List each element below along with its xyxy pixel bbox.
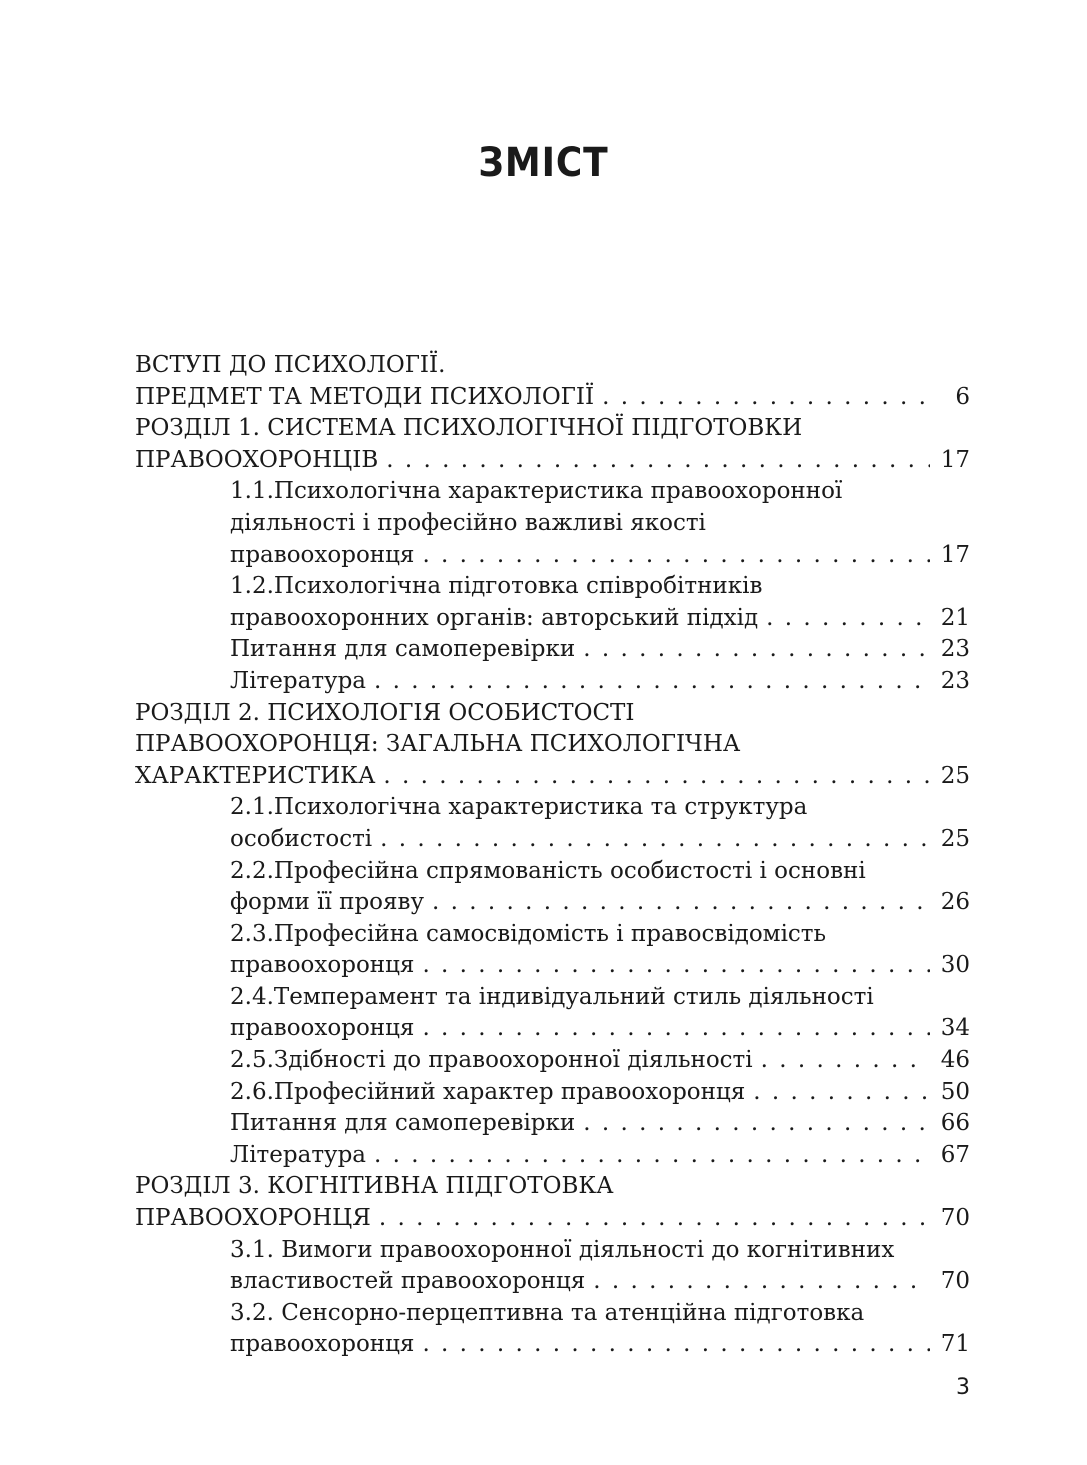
toc-entry-text: особистості [230, 825, 373, 852]
toc-entry-line [230, 887, 970, 919]
toc-page-number: 21 [940, 604, 970, 631]
toc-entry-text: РОЗДІЛ 3. КОГНІТИВНА ПІДГОТОВКА [135, 1173, 614, 1200]
toc-entry-line [135, 413, 970, 445]
toc-entry-line [230, 571, 970, 603]
toc-entry-line [230, 603, 970, 635]
page-title: ЗМІСТ [478, 140, 609, 186]
toc-entry-line [230, 1013, 970, 1045]
toc-entry-text: Література [230, 1141, 367, 1168]
toc-page-number: 67 [940, 1141, 970, 1168]
toc-entry-text: 2.4.Темперамент та індивідуальний стиль діяльності [230, 983, 874, 1010]
toc-entry-line [230, 476, 970, 508]
toc-entry-line [230, 666, 970, 698]
toc-entry-text: правоохоронця [230, 1015, 415, 1042]
toc-entry-text: правоохоронця [230, 541, 415, 568]
toc-entry [135, 476, 970, 571]
toc-page-number: 26 [940, 889, 970, 916]
dot-leader [761, 1045, 930, 1077]
toc-entry-line [230, 1298, 970, 1330]
toc-entry-text: 3.2. Сенсорно-перцептивна та атенційна підготовка [230, 1299, 865, 1326]
toc-entry [135, 792, 970, 855]
toc-entry-line [230, 856, 970, 888]
toc-page-number: 50 [940, 1078, 970, 1105]
dot-leader [583, 634, 930, 666]
toc-entry-text: 2.5.Здібності до правоохоронної діяльності [230, 1047, 753, 1074]
dot-leader [380, 824, 930, 856]
toc-page-number: 70 [940, 1268, 970, 1295]
toc-entry-text: діяльності і професійно важливі якості [230, 509, 706, 536]
dot-leader [379, 1203, 930, 1235]
dot-leader [766, 603, 930, 635]
toc-page-number: 17 [940, 541, 970, 568]
toc-entry-line [230, 1140, 970, 1172]
toc-entry-line [230, 1108, 970, 1140]
toc-entry-line [230, 1077, 970, 1109]
dot-leader [593, 1266, 930, 1298]
toc-entry-text: 3.1. Вимоги правоохоронної діяльності до когнітивних [230, 1236, 895, 1263]
toc-entry [135, 1045, 970, 1077]
dot-leader [422, 950, 930, 982]
toc-entry-text: Питання для самоперевірки [230, 636, 576, 663]
toc-entry-line [135, 1203, 970, 1235]
toc-entry-text: 2.3.Професійна самосвідомість і правосвідомість [230, 920, 827, 947]
toc-entry [135, 698, 970, 793]
toc-entry-line [230, 1329, 970, 1361]
dot-leader [374, 666, 930, 698]
toc-entry-line [135, 698, 970, 730]
toc-page-number: 23 [940, 636, 970, 663]
toc-entry-text: ПРАВООХОРОНЦЯ [135, 1205, 371, 1232]
toc-entry [135, 856, 970, 919]
toc-entry-line [230, 508, 970, 540]
toc-entry [135, 666, 970, 698]
toc-entry [135, 1108, 970, 1140]
toc-entry-line [135, 382, 970, 414]
toc-entry-line [230, 634, 970, 666]
toc-page-number: 46 [940, 1047, 970, 1074]
toc-entry-line [230, 540, 970, 572]
dot-leader [432, 887, 930, 919]
toc-entry-line [230, 792, 970, 824]
toc-entry-text: 1.1.Психологічна характеристика правоохоронної [230, 478, 843, 505]
toc-entry-line [230, 950, 970, 982]
toc-entry-text: 2.6.Професійний характер правоохоронця [230, 1078, 746, 1105]
dot-leader [383, 761, 930, 793]
table-of-contents [135, 350, 970, 1361]
toc-entry [135, 1171, 970, 1234]
toc-entry-line [135, 1171, 970, 1203]
toc-entry [135, 1298, 970, 1361]
toc-page-number: 34 [940, 1015, 970, 1042]
toc-entry-text: 2.1.Психологічна характеристика та структура [230, 794, 808, 821]
dot-leader [602, 382, 930, 414]
toc-entry [135, 1235, 970, 1298]
toc-entry-text: ПРЕДМЕТ ТА МЕТОДИ ПСИХОЛОГІЇ [135, 383, 595, 410]
dot-leader [374, 1140, 930, 1172]
toc-page-number: 71 [940, 1331, 970, 1358]
toc-page-number: 6 [955, 383, 970, 410]
toc-entry-text: Питання для самоперевірки [230, 1110, 576, 1137]
toc-entry-text: 1.2.Психологічна підготовка співробітників [230, 573, 763, 600]
dot-leader [583, 1108, 930, 1140]
toc-entry-text: ВСТУП ДО ПСИХОЛОГІЇ. [135, 352, 446, 378]
toc-entry-text: правоохоронних органів: авторський підхід [230, 604, 759, 631]
toc-entry-line [230, 919, 970, 951]
toc-entry-text: форми її прояву [230, 889, 425, 916]
toc-entry-line [135, 350, 970, 382]
toc-entry-text: РОЗДІЛ 2. ПСИХОЛОГІЯ ОСОБИСТОСТІ [135, 699, 635, 726]
toc-entry-text: РОЗДІЛ 1. СИСТЕМА ПСИХОЛОГІЧНОЇ ПІДГОТОВКИ [135, 415, 803, 442]
toc-entry-text: ПРАВООХОРОНЦЯ: ЗАГАЛЬНА ПСИХОЛОГІЧНА [135, 731, 741, 758]
toc-entry-text: ХАРАКТЕРИСТИКА [135, 762, 376, 789]
toc-entry-line [230, 1045, 970, 1077]
toc-entry-line [230, 824, 970, 856]
toc-entry-text: властивостей правоохоронця [230, 1268, 586, 1295]
toc-entry [135, 571, 970, 634]
toc-entry [135, 982, 970, 1045]
toc-entry-text: 2.2.Професійна спрямованість особистості і основні [230, 857, 866, 884]
dot-leader [422, 1329, 930, 1361]
toc-entry-line [230, 982, 970, 1014]
toc-entry-line [230, 1235, 970, 1267]
toc-entry [135, 919, 970, 982]
toc-page-number: 30 [940, 952, 970, 979]
dot-leader [422, 540, 930, 572]
toc-entry-line [135, 729, 970, 761]
toc-page-number: 25 [940, 825, 970, 852]
toc-entry [135, 634, 970, 666]
toc-entry-line [230, 1266, 970, 1298]
toc-page-number: 23 [940, 667, 970, 694]
toc-entry [135, 350, 970, 413]
toc-entry-text: ПРАВООХОРОНЦІВ [135, 446, 379, 473]
toc-entry [135, 1077, 970, 1109]
toc-entry-line [135, 445, 970, 477]
toc-entry-text: правоохоронця [230, 1331, 415, 1358]
toc-page-number: 25 [940, 762, 970, 789]
toc-page-number: 17 [940, 446, 970, 473]
toc-page-number: 66 [940, 1110, 970, 1137]
toc-entry-text: правоохоронця [230, 952, 415, 979]
toc-entry [135, 413, 970, 476]
toc-entry [135, 1140, 970, 1172]
toc-page-number: 70 [940, 1205, 970, 1232]
toc-entry-text: Література [230, 667, 367, 694]
dot-leader [422, 1013, 930, 1045]
page-number: 3 [956, 1375, 970, 1400]
toc-entry-line [135, 761, 970, 793]
dot-leader [386, 445, 930, 477]
dot-leader [753, 1077, 930, 1109]
